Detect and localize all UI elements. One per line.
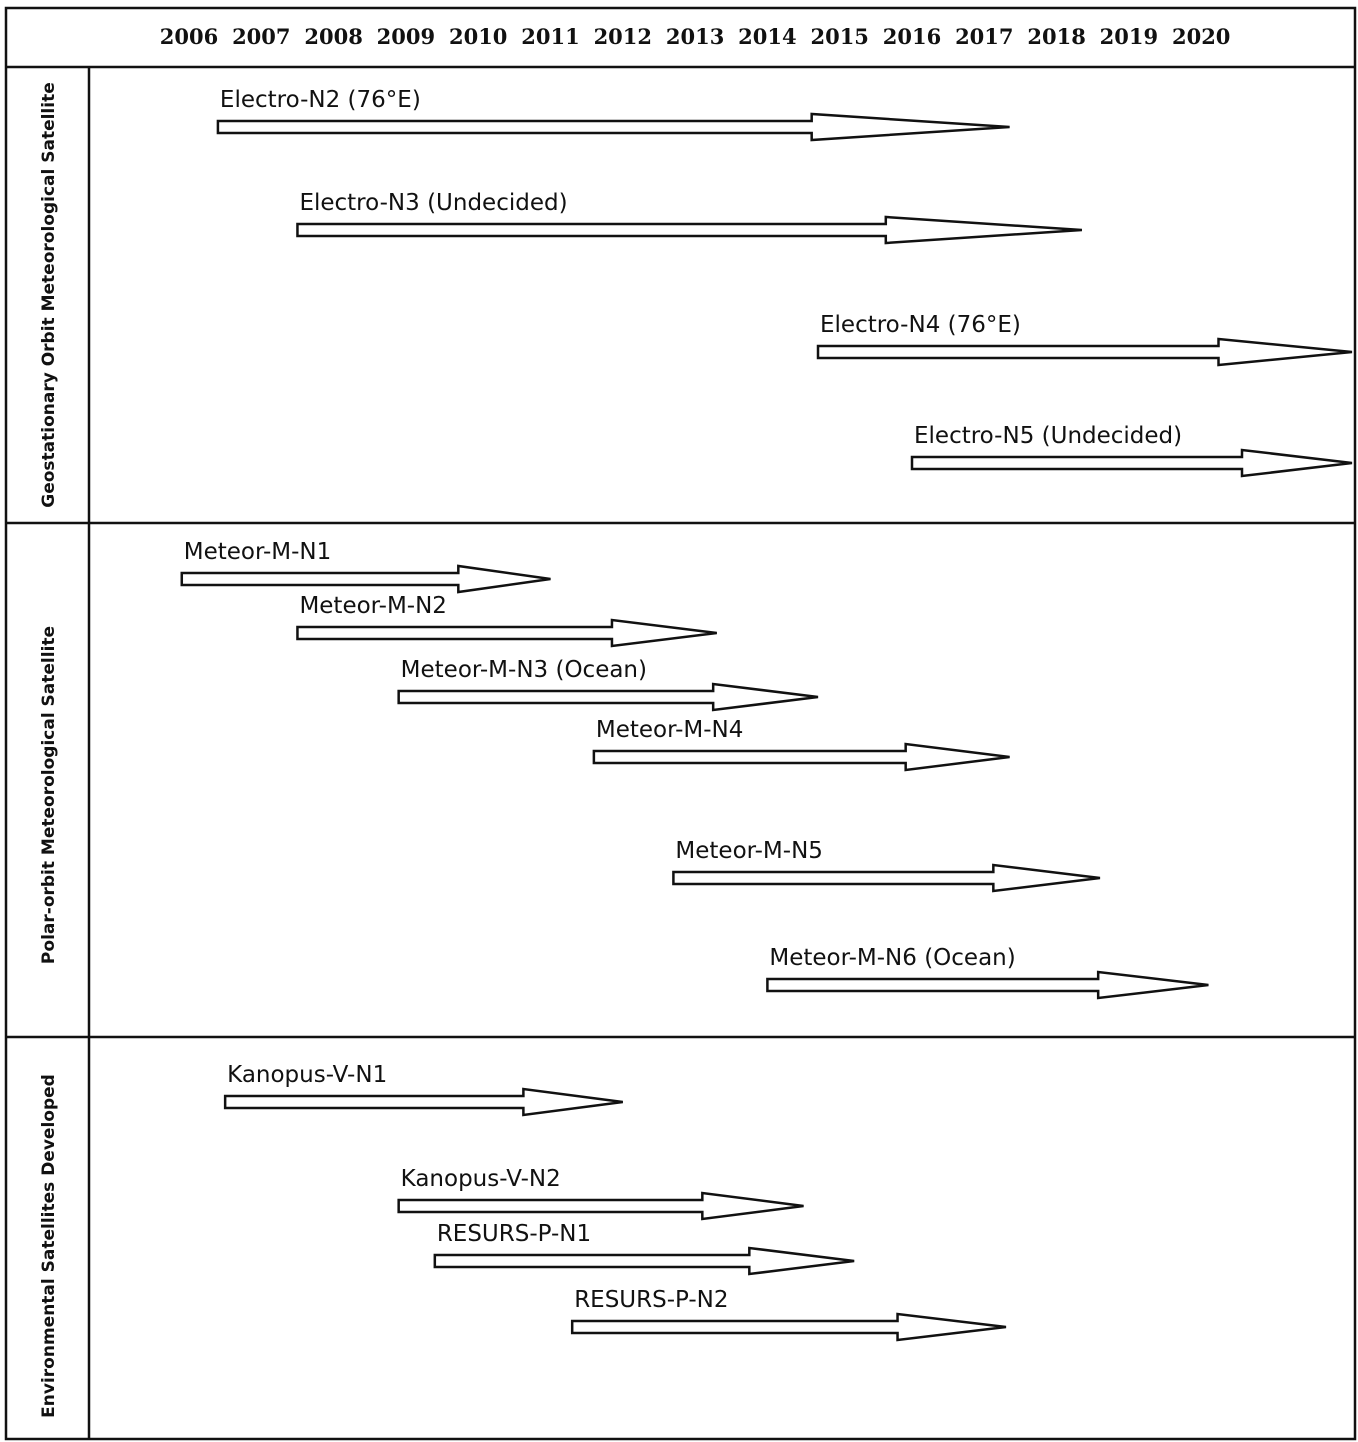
satellite-arrow — [225, 1062, 623, 1115]
arrow-shape — [399, 1193, 804, 1219]
arrow-shape — [399, 684, 818, 710]
satellite-label: Electro-N5 (Undecided) — [914, 423, 1183, 449]
satellite-arrow — [767, 945, 1208, 998]
year-tick-label: 2017 — [955, 24, 1014, 49]
satellite-arrow — [594, 717, 1010, 770]
year-tick-label: 2006 — [159, 24, 219, 49]
section-title-geostationary: Geostationary Orbit Meteorological Satellite — [39, 82, 59, 508]
arrow-shape — [594, 744, 1010, 770]
arrow-shape — [297, 217, 1081, 243]
satellite-label: Kanopus-V-N2 — [400, 1166, 561, 1192]
satellite-label: Electro-N4 (76°E) — [820, 312, 1021, 338]
arrow-shape — [818, 339, 1352, 365]
satellite-arrow — [182, 539, 551, 592]
satellite-label: Meteor-M-N3 (Ocean) — [400, 657, 648, 683]
satellite-arrow — [673, 838, 1100, 891]
satellite-arrow — [399, 657, 818, 710]
satellite-label: Meteor-M-N1 — [183, 539, 332, 565]
arrow-shape — [297, 620, 716, 646]
section-title-polar: Polar-orbit Meteorological Satellite — [39, 625, 59, 965]
arrow-shape — [673, 865, 1100, 891]
arrow-shape — [182, 566, 551, 592]
satellite-label: Meteor-M-N2 — [299, 593, 447, 619]
year-tick-label: 2007 — [232, 24, 291, 49]
year-tick-label: 2011 — [521, 24, 580, 49]
satellite-label: Kanopus-V-N1 — [227, 1062, 388, 1088]
year-tick-label: 2018 — [1027, 24, 1086, 49]
satellite-label: Electro-N2 (76°E) — [219, 87, 421, 113]
arrow-shape — [572, 1314, 1006, 1340]
year-tick-label: 2016 — [882, 24, 942, 49]
satellite-arrow — [435, 1221, 854, 1274]
arrow-shape — [435, 1248, 854, 1274]
satellite-arrow — [218, 87, 1010, 140]
year-tick-label: 2010 — [448, 24, 508, 49]
year-tick-label: 2008 — [304, 24, 363, 49]
satellite-arrow — [297, 593, 716, 646]
year-tick-label: 2015 — [810, 24, 869, 49]
year-tick-label: 2013 — [665, 24, 725, 49]
arrow-shape — [912, 450, 1352, 476]
satellite-label: Meteor-M-N5 — [675, 838, 823, 864]
satellite-label: RESURS-P-N2 — [574, 1287, 729, 1313]
satellite-arrow — [399, 1166, 804, 1219]
satellite-label: Meteor-M-N6 (Ocean) — [769, 945, 1016, 971]
satellite-label: Electro-N3 (Undecided) — [299, 190, 568, 216]
year-tick-label: 2019 — [1099, 24, 1159, 49]
arrow-shape — [218, 114, 1010, 140]
satellite-arrow — [297, 190, 1081, 243]
satellite-arrow — [912, 423, 1352, 476]
arrow-shape — [767, 972, 1208, 998]
satellite-label: RESURS-P-N1 — [436, 1221, 592, 1247]
year-tick-label: 2020 — [1171, 24, 1231, 49]
year-tick-label: 2009 — [376, 24, 436, 49]
arrow-shape — [225, 1089, 623, 1115]
section-title-environmental: Environmental Satellites Developed — [39, 1074, 59, 1418]
satellite-arrow — [572, 1287, 1006, 1340]
year-tick-label: 2014 — [738, 24, 797, 49]
satellite-arrow — [818, 312, 1352, 365]
year-tick-label: 2012 — [593, 24, 653, 49]
satellite-label: Meteor-M-N4 — [595, 717, 744, 743]
